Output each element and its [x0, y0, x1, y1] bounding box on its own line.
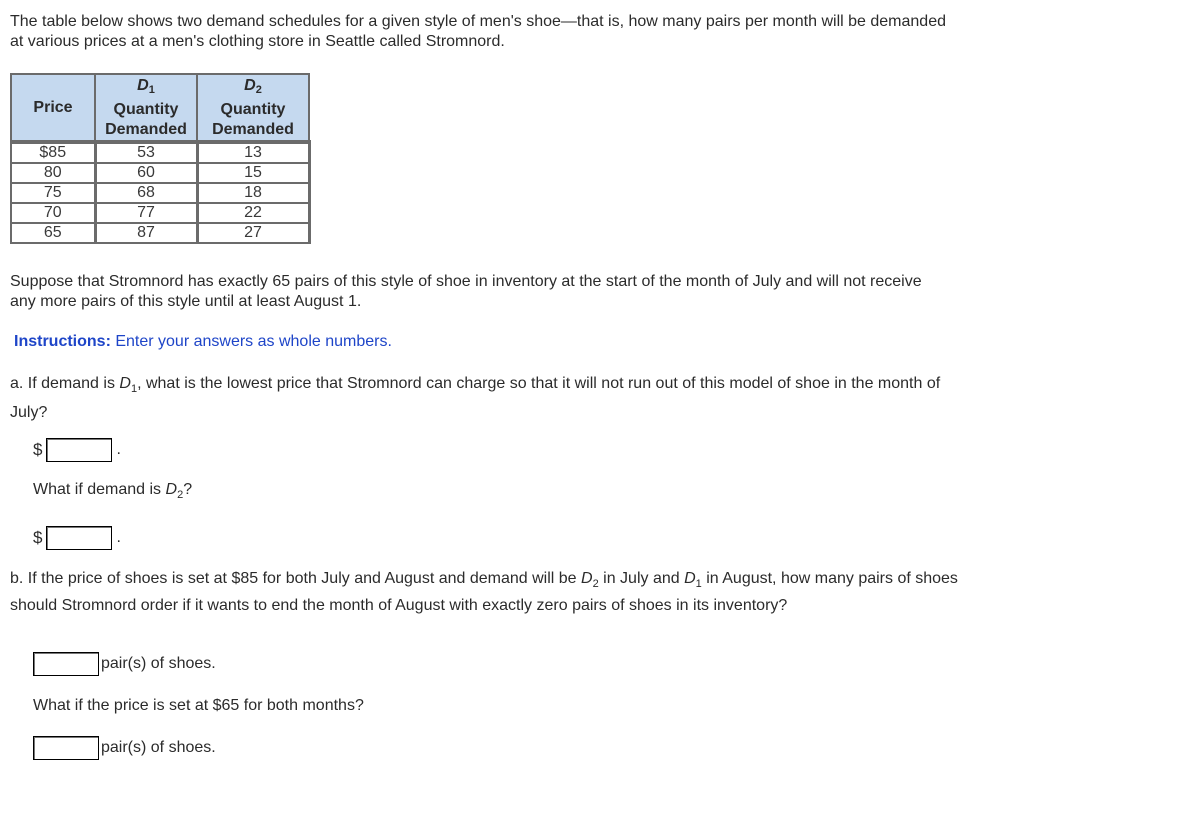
- d1-cell: 60: [95, 163, 197, 183]
- question-b: b. If the price of shoes is set at $85 for both July and August and demand will be $D_2$ in July and $D_1$ in August, how many pairs of shoes should Stromnord order if it wants to end the month of August with exactly zero pairs of shoes in its inventory?: [10, 570, 958, 614]
- currency-symbol: $: [33, 528, 43, 547]
- d2-header: [197, 74, 309, 142]
- intro-paragraph: The table below shows two demand schedules for a given style of men's shoe—that is, how many pairs per month will be demanded at various prices at a men's clothing store in Seattle called Stromnord.: [10, 13, 946, 50]
- unit-label: pair(s) of shoes.: [101, 655, 216, 672]
- currency-symbol: $: [33, 440, 43, 459]
- answer-a2: [33, 526, 121, 550]
- table-row: [11, 223, 309, 243]
- answer-a2-input[interactable]: [46, 526, 112, 550]
- table-row: [11, 183, 309, 203]
- d1-cell: 68: [95, 183, 197, 203]
- table-row: [11, 203, 309, 223]
- table-row: [11, 163, 309, 183]
- price-cell: 80: [11, 163, 95, 183]
- d2-cell: 22: [197, 203, 309, 223]
- question-a: a. If demand is $D_1$, what is the lowest price that Stromnord can charge so that it will not run out of this model of shoe in the month of July?: [10, 375, 941, 421]
- table-row: [11, 142, 309, 163]
- d1-header-text: Quantity Demanded: [105, 100, 187, 138]
- answer-a1: [33, 438, 121, 462]
- unit-label: pair(s) of shoes.: [101, 739, 216, 756]
- answer-a1-input[interactable]: [46, 438, 112, 462]
- d2-symbol: $D_2$: [165, 481, 184, 501]
- answer-b1: [33, 652, 216, 676]
- d1-cell: 77: [95, 203, 197, 223]
- price-cell: $85: [11, 142, 95, 163]
- d1-cell: 87: [95, 223, 197, 243]
- instructions-text: Enter your answers as whole numbers.: [110, 333, 392, 350]
- price-cell: 70: [11, 203, 95, 223]
- d1-cell: 53: [95, 142, 197, 163]
- d1-header-label: $D_1$: [137, 76, 155, 96]
- d2-header-text: Quantity Demanded: [212, 100, 294, 138]
- d2-cell: 27: [197, 223, 309, 243]
- instructions: [14, 332, 392, 352]
- answer-b2: [33, 736, 216, 760]
- d1-header: [95, 74, 197, 142]
- price-cell: 75: [11, 183, 95, 203]
- d2-header-label: $D_2$: [244, 76, 262, 96]
- period: .: [116, 441, 121, 458]
- table-header-row: [11, 74, 309, 142]
- d1-symbol: $D_1$: [119, 375, 138, 395]
- d2-cell: 15: [197, 163, 309, 183]
- question-a-followup: What if demand is $D_2$?: [33, 481, 193, 501]
- price-cell: 65: [11, 223, 95, 243]
- scenario-paragraph: Suppose that Stromnord has exactly 65 pairs of this style of shoe in inventory at the start of the month of July and will not receive any more pairs of this style until at least August 1.: [10, 273, 922, 310]
- answer-b1-input[interactable]: [33, 652, 99, 676]
- demand-schedule-table: [10, 73, 311, 244]
- d2-cell: 18: [197, 183, 309, 203]
- period: .: [116, 529, 121, 546]
- answer-b2-input[interactable]: [33, 736, 99, 760]
- d2-cell: 13: [197, 142, 309, 163]
- d2-symbol: $D_2$: [581, 570, 599, 590]
- price-header: Price: [11, 74, 95, 142]
- question-b-followup: What if the price is set at $65 for both months?: [33, 697, 364, 714]
- instructions-label: Instructions:: [14, 333, 111, 350]
- d1-symbol: $D_1$: [684, 570, 702, 590]
